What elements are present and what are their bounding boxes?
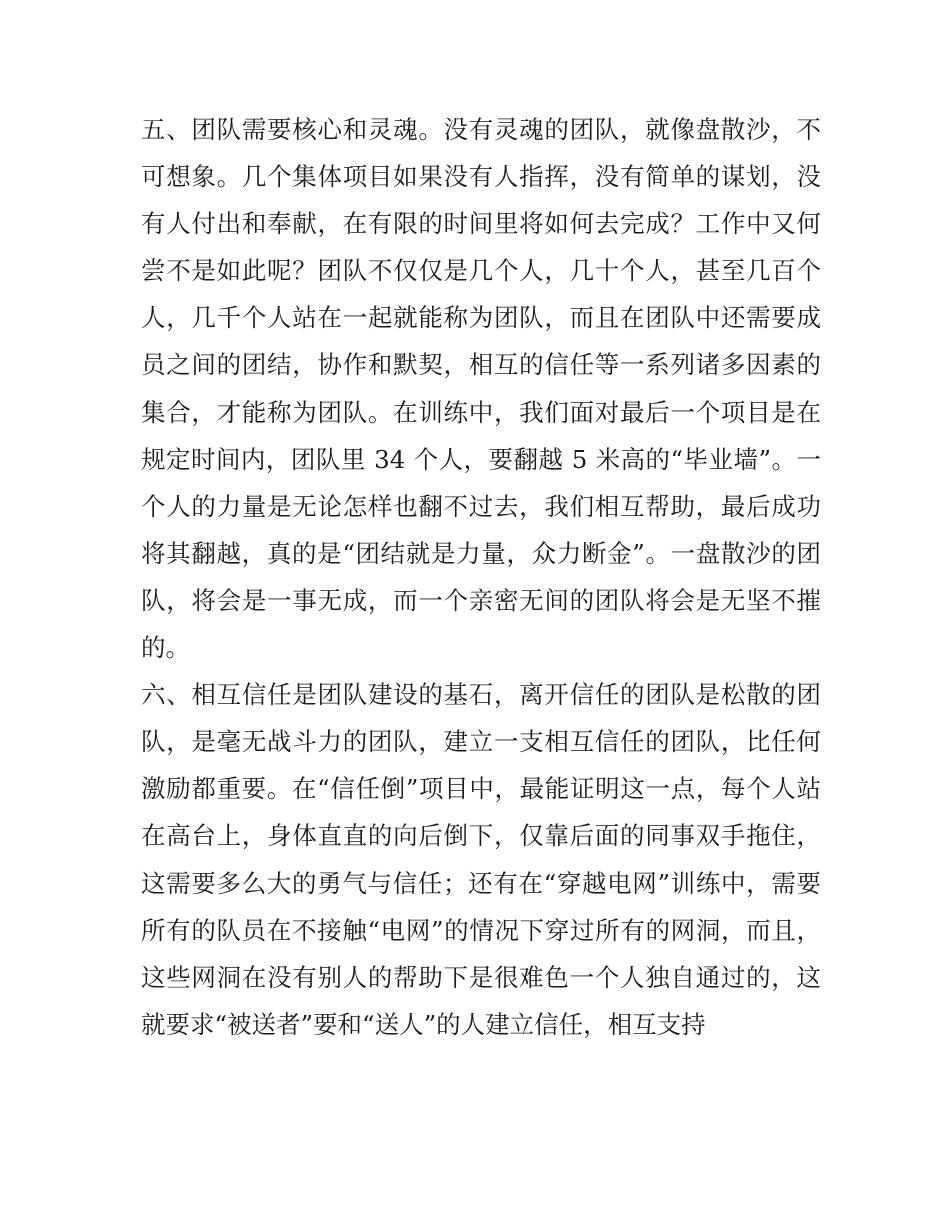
text-line: 将其翻越，真的是“团结就是力量，众力断金”。一盘散沙的团 bbox=[141, 538, 821, 568]
text-line: 五、团队需要核心和灵魂。没有灵魂的团队，就像盘散沙，不 bbox=[141, 115, 821, 144]
text-line: 六、相互信任是团队建设的基石，离开信任的团队是松散的团 bbox=[141, 680, 821, 710]
text-line: 队，是毫无战斗力的团队，建立一支相互信任的团队，比任何 bbox=[141, 727, 821, 757]
text-line: 这些网洞在没有别人的帮助下是很难色一个人独自通过的，这 bbox=[141, 962, 821, 992]
text-line: 尝不是如此呢？团队不仅仅是几个人，几十个人，甚至几百个 bbox=[141, 256, 821, 286]
text-line: 人，几千个人站在一起就能称为团队，而且在团队中还需要成 bbox=[141, 303, 821, 333]
text-line: 个人的力量是无论怎样也翻不过去，我们相互帮助，最后成功 bbox=[141, 491, 821, 521]
text-line: 集合，才能称为团队。在训练中，我们面对最后一个项目是在 bbox=[141, 397, 821, 427]
text-line: 在高台上，身体直直的向后倒下，仅靠后面的同事双手拖住， bbox=[141, 821, 821, 851]
text-line: 所有的队员在不接触“电网”的情况下穿过所有的网洞，而且， bbox=[141, 915, 821, 945]
text-line: 这需要多么大的勇气与信任；还有在“穿越电网”训练中，需要 bbox=[141, 868, 821, 898]
text-line: 有人付出和奉献，在有限的时间里将如何去完成？工作中又何 bbox=[141, 209, 821, 239]
text-line: 员之间的团结，协作和默契，相互的信任等一系列诸多因素的 bbox=[141, 350, 821, 380]
text-line: 可想象。几个集体项目如果没有人指挥，没有简单的谋划，没 bbox=[141, 162, 821, 192]
text-line: 规定时间内，团队里 34 个人，要翻越 5 米高的“毕业墙”。一 bbox=[141, 444, 821, 474]
text-line: 队，将会是一事无成，而一个亲密无间的团队将会是无坚不摧 bbox=[141, 585, 821, 615]
text-line: 就要求“被送者”要和“送人”的人建立信任，相互支持 bbox=[141, 1009, 706, 1039]
body-text bbox=[141, 106, 821, 1048]
text-line: 的。 bbox=[141, 633, 190, 663]
text-line: 激励都重要。在“信任倒”项目中，最能证明这一点，每个人站 bbox=[141, 774, 821, 804]
